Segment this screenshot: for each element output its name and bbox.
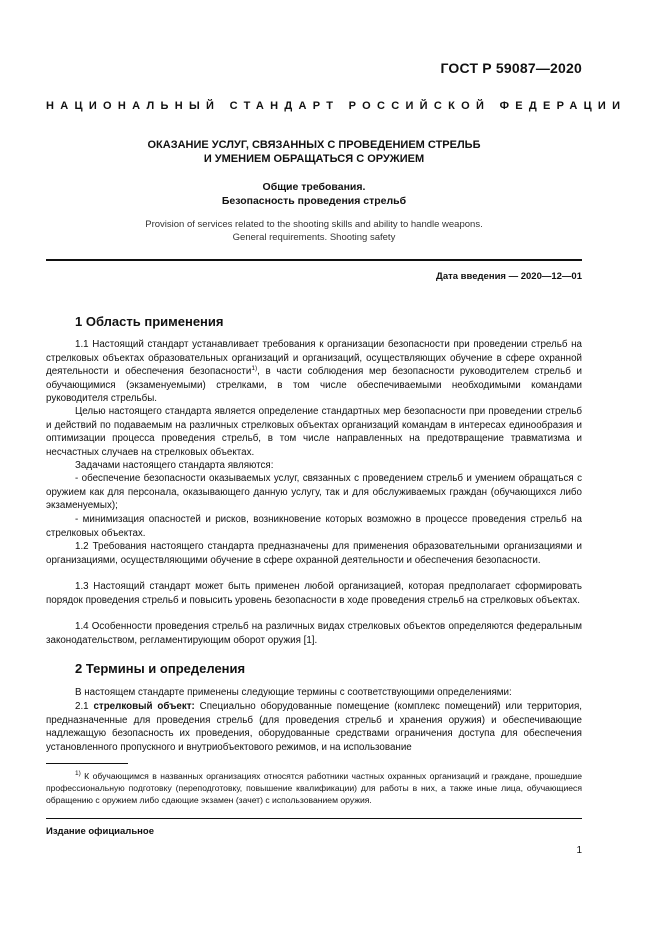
term-number: 2.1 — [75, 701, 94, 712]
subtitle-line-1: Общие требования. — [262, 181, 366, 193]
section-2-heading: 2 Термины и определения — [75, 661, 246, 676]
paragraph-1-2: 1.2 Требования настоящего стандарта предназначены для применения образовательными организациями и организациями, осуществляющими обучение в сфере охранной деятельности и обеспечения безопасности. — [46, 541, 582, 566]
paragraph-2-intro: В настоящем стандарте применены следующие термины с соответствующими определениями: — [75, 687, 512, 698]
paragraph-tasks-intro: Задачами настоящего стандарта являются: — [75, 460, 274, 471]
subtitle-line-2: Безопасность проведения стрельб — [221, 195, 407, 207]
footer-divider — [46, 818, 582, 819]
document-subtitle — [46, 180, 582, 208]
footnote — [46, 770, 582, 806]
term-name: стрелковый объект: — [93, 701, 195, 712]
footnote-mark: 1) — [75, 770, 81, 777]
footnote-divider — [46, 763, 128, 764]
document-title — [46, 138, 582, 166]
header-divider — [46, 259, 582, 261]
document-number: ГОСТ Р 59087—2020 — [440, 60, 582, 76]
paragraph-task-2: - минимизация опасностей и рисков, возникновение которых возможно в процессе проведения стрельб на стрелковых объектах. — [46, 514, 582, 539]
footnote-text: К обучающимся в названных организациях относятся работники частных охранных организаций и граждане, прошедшие профессиональную подготовку (переподготовку, повышение квалификации) для работы в них, а также иные лица, обучающиеся обращению с оружием либо сдающие экзамен (зачет) с использованием оружия. — [46, 771, 582, 805]
national-standard-banner: НАЦИОНАЛЬНЫЙ СТАНДАРТ РОССИЙСКОЙ ФЕДЕРАЦИИ — [46, 100, 627, 112]
english-title-line-1: Provision of services related to the shooting skills and ability to handle weapons. — [145, 219, 483, 230]
paragraph-2-1 — [46, 700, 582, 754]
introduction-date: Дата введения — 2020—12—01 — [436, 271, 582, 282]
term-definition: Специально оборудованные помещение (комплекс помещений) или территория, предназначенные для проведения стрельб (для проведения стрельб и хранения оружия) и обеспечивающие надлежащую безопасность их проведения, оборудованные средствами ограничения доступа для обеспечения установленного пропускного и внутриобъектового режимов, и на использование — [46, 701, 582, 753]
paragraph-1-1-tail: , в части соблюдения мер безопасности руководителем стрельб и обучающимися (экзаменуемыми) стрелками, в том числе обеспечиваемыми необходимыми командами руководителя стрельбы. — [46, 366, 582, 404]
paragraph-1-1-main: 1.1 Настоящий стандарт устанавливает требования к организации безопасности при проведении стрельб на стрелковых объектах образовательных организаций и организаций, осуществляющих обучение в сфере охранной деятельности и обеспечения безопасности — [46, 339, 582, 377]
paragraph-1-1 — [46, 338, 582, 406]
official-edition-label: Издание официальное — [46, 826, 154, 837]
section-1-heading: 1 Область применения — [75, 314, 224, 329]
english-title — [46, 219, 582, 244]
english-title-line-2: General requirements. Shooting safety — [232, 231, 396, 243]
paragraph-1-4: 1.4 Особенности проведения стрельб на различных видах стрелковых объектов определяются федеральным законодательством, регламентирующим оборот оружия [1]. — [46, 621, 582, 646]
paragraph-purpose: Целью настоящего стандарта является определение стандартных мер безопасности при проведении стрельб и действий по подаваемым на различных стрелковых объектах организаций командам в интересах единообразия и оптимизации процесса проведения стрельб, в том числе направленных на предотвращение травматизма и несчастных случаев на стрелковых объектах. — [46, 406, 582, 458]
title-line-1: ОКАЗАНИЕ УСЛУГ, СВЯЗАННЫХ С ПРОВЕДЕНИЕМ СТРЕЛЬБ — [147, 139, 481, 151]
footnote-ref: 1) — [251, 365, 258, 372]
page-number: 1 — [576, 845, 582, 856]
title-line-2: И УМЕНИЕМ ОБРАЩАТЬСЯ С ОРУЖИЕМ — [203, 153, 425, 165]
paragraph-1-3: 1.3 Настоящий стандарт может быть применен любой организацией, которая предполагает сформировать порядок проведения стрельб и повысить уровень безопасности в ходе проведения стрельб на стрелковых объектах. — [46, 581, 582, 606]
paragraph-task-1: - обеспечение безопасности оказываемых услуг, связанных с проведением стрельб и умением обращаться с оружием как для персонала, оказывающего данную услугу, так и для обслуживаемых граждан (обучающихся либо экзаменуемых); — [46, 473, 582, 511]
